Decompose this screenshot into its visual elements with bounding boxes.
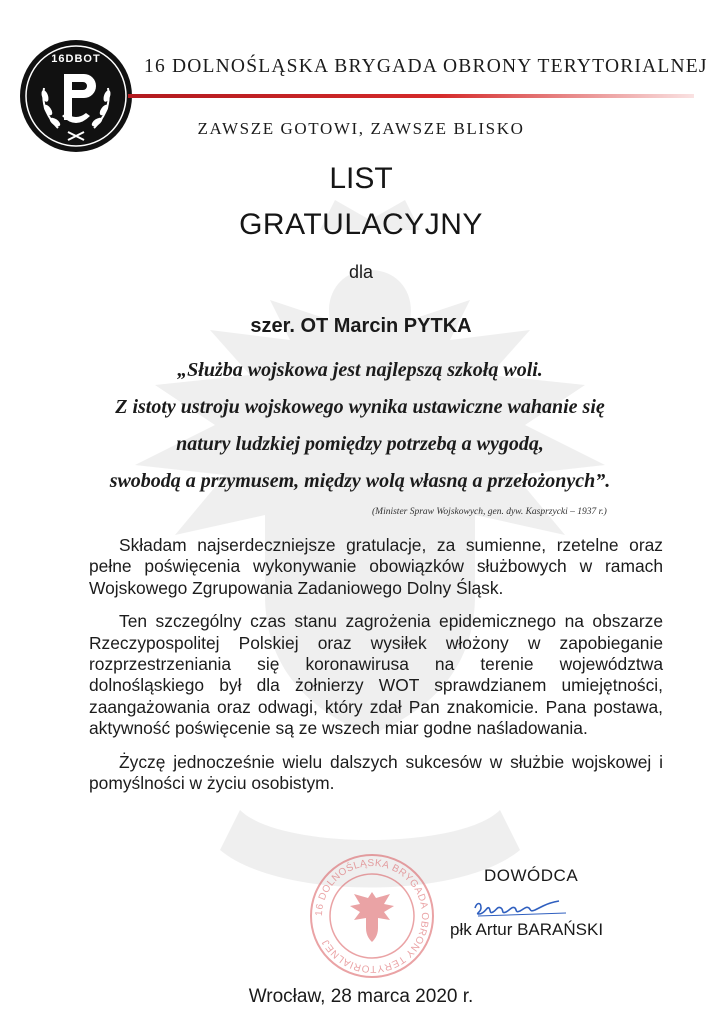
header-red-line (128, 94, 694, 98)
motto: ZAWSZE GOTOWI, ZAWSZE BLISKO (197, 119, 525, 138)
svg-text:16 DOLNOŚLĄSKA BRYGADA OBRONY: 16 DOLNOŚLĄSKA BRYGADA OBRONY TERYTORIALNEJ (313, 857, 431, 975)
quote-line: swobodą a przymusem, między wolą własną a przełożonych”. (109, 470, 611, 492)
handwritten-signature (470, 892, 580, 920)
quote-attribution: (Minister Spraw Wojskowych, gen. dyw. Kasprzycki – 1937 r.) (372, 507, 607, 517)
quote-line: Z istoty ustroju wojskowego wynika ustawiczne wahanie się (115, 396, 605, 418)
body-paragraph: Składam najserdeczniejsze gratulacje, za sumienne, rzetelne oraz pełne poświęcenia wykonywanie obowiązków służbowych w ramach Wojskowego Zgrupowania Zadaniowego Dolny Śląsk. (89, 535, 663, 598)
place-and-date: Wrocław, 28 marca 2020 r. (248, 986, 474, 1007)
quote (60, 352, 660, 500)
title-list: LIST (329, 162, 393, 195)
quote-line: natury ludzkiej pomiędzy potrzebą a wygodą, (176, 433, 544, 455)
eagle-emblem-icon (350, 892, 394, 942)
quote-line: „Służba wojskowa jest najlepszą szkołą woli. (177, 359, 543, 381)
title-for: dla (348, 262, 374, 282)
body-paragraph: Ten szczególny czas stanu zagrożenia epidemicznego na obszarze Rzeczypospolitej Polskiej oraz wysiłek włożony w zapobieganie rozprzestrzeniania się koronawirusa na terenie województwa dolnośląskiego był dla żołnierzy WOT sprawdzianem umiejętności, zaangażowania oraz odwagi, który zdał Pan znakomicie. Pana postawa, aktywność poświęcenie są ze wszech miar godne naśladowania. (89, 611, 663, 739)
svg-text:16DBOT: 16DBOT (51, 53, 101, 65)
signer-role: DOWÓDCA (484, 866, 579, 885)
body-paragraph: Życzę jednocześnie wielu dalszych sukcesów w służbie wojskowej i pomyślności w życiu osobistym. (89, 751, 663, 794)
official-stamp (308, 852, 436, 980)
signer-name: płk Artur BARAŃSKI (450, 920, 604, 939)
recipient-name: szer. OT Marcin PYTKA (250, 315, 472, 337)
title-gratulacyjny: GRATULACYJNY (239, 208, 483, 241)
brigade-name: 16 DOLNOŚLĄSKA BRYGADA OBRONY TERYTORIALNEJ (144, 56, 708, 77)
letter-body (89, 535, 663, 806)
